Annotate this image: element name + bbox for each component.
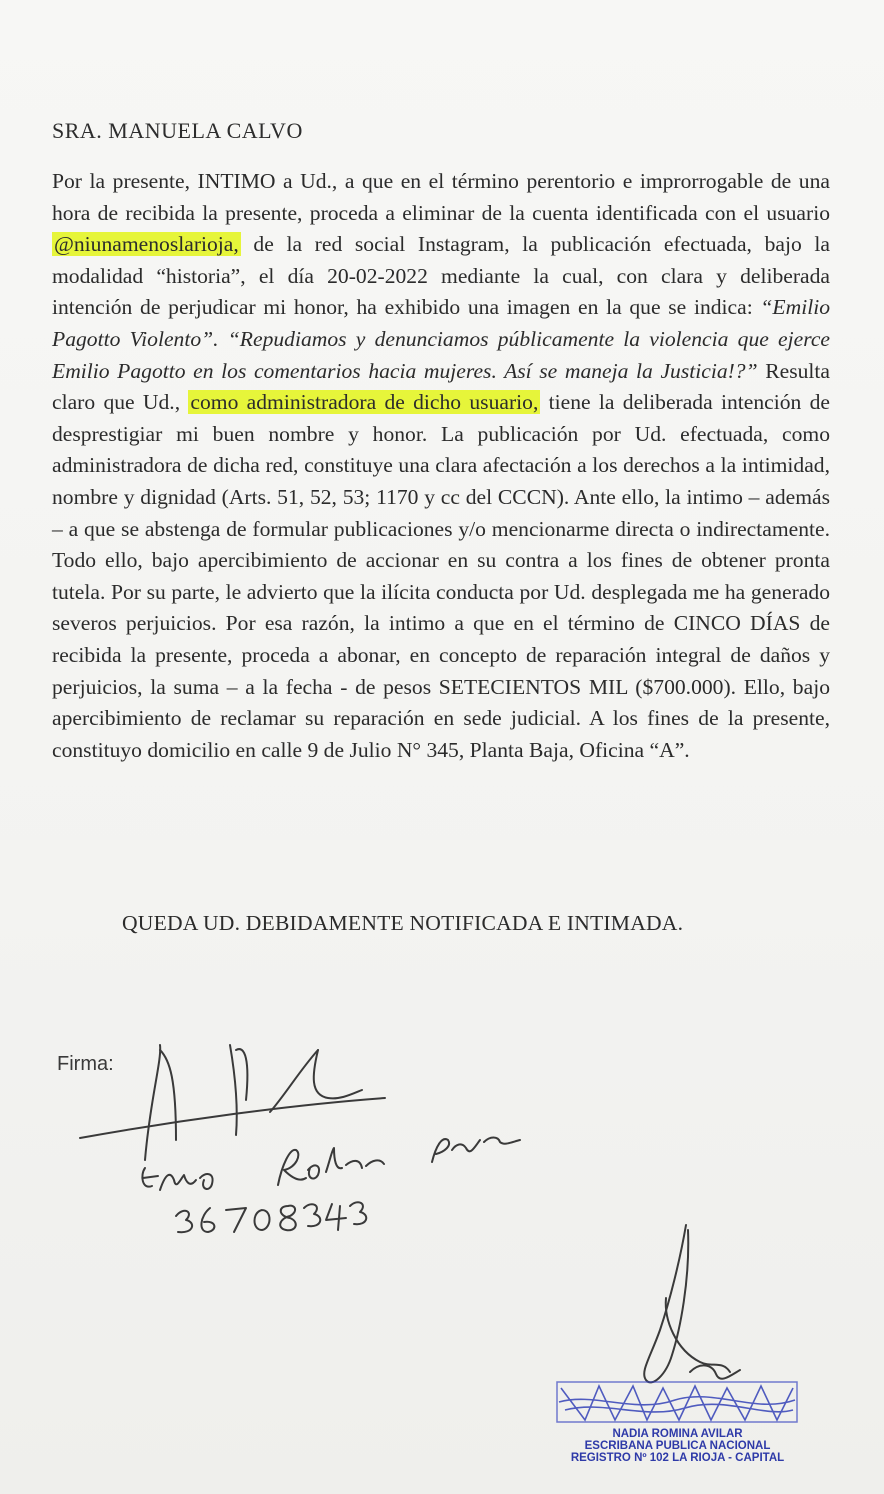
highlighted-administrator-phrase: como administradora de dicho usuario, [190, 390, 539, 415]
stamp-registry: REGISTRO Nº 102 LA RIOJA - CAPITAL [570, 1452, 785, 1464]
body-paragraph-part-4: tiene la deliberada intención de desprestigiar mi buen nombre y honor. La publicación por Ud. efectuada, como administradora de dicha red, constituye una clara afectación a los derechos a la intimidad, nombre y dignidad (Arts. 51, 52, 53; 1170 y cc del CCCN). Ante ello, la intimo – además – a que se abstenga de formular publicaciones y/o mencionarme directa o indirectamente. Todo ello, bajo apercibimiento de accionar en su contra a los fines de obtener pronta tutela. Por su parte, le advierto que la ilícita conducta por Ud. desplegada me ha generado severos perjuicios. Por esa razón, la intimo a que en el término de CINCO DÍAS de recibida la presente, proceda a abonar, en concepto de reparación integral de daños y perjuicios, la suma – a la fecha - de pesos SETECIENTOS MIL ($700.000). Ello, bajo apercibimiento de reclamar su reparación en sede judicial. A los fines de la presente, constituyo domicilio en calle 9 de Julio N° 345, Planta Baja, Oficina “A”. [52, 390, 830, 762]
signature-label: Firma: [57, 1053, 114, 1075]
quoted-publication-text: “Emilio Pagotto Violento”. “Repudiamos y denunciamos públicamente la violencia que ejerce Emilio Pagotto en los comentarios hacia mujeres. Así se maneja la Justicia!?” [52, 295, 830, 383]
body-paragraph-part-1: Por la presente, INTIMO a Ud., a que en el término perentorio e improrrogable de una hora de recibida la presente, proceda a eliminar de la cuenta identificada con el usuario [52, 169, 830, 225]
closing-notice: QUEDA UD. DEBIDAMENTE NOTIFICADA E INTIMADA. [122, 911, 684, 935]
addressee: SRA. MANUELA CALVO [52, 118, 303, 143]
body-paragraph-part-3: Resulta claro que Ud., [52, 358, 830, 415]
stamp-notary-name: NADIA ROMINA AVILAR [612, 1428, 743, 1440]
body-paragraph-part-2: de la red social Instagram, la publicación efectuada, bajo la modalidad “historia”, el día 20-02-2022 mediante la cual, con clara y deliberada intención de perjudicar mi honor, ha exhibido una imagen en la que se indica: [52, 232, 830, 320]
stamp-scribble-mark [555, 1380, 800, 1426]
highlighted-instagram-handle: @niunamenoslarioja, [54, 232, 239, 257]
stamp-notary-title: ESCRIBANA PUBLICA NACIONAL [584, 1440, 771, 1452]
